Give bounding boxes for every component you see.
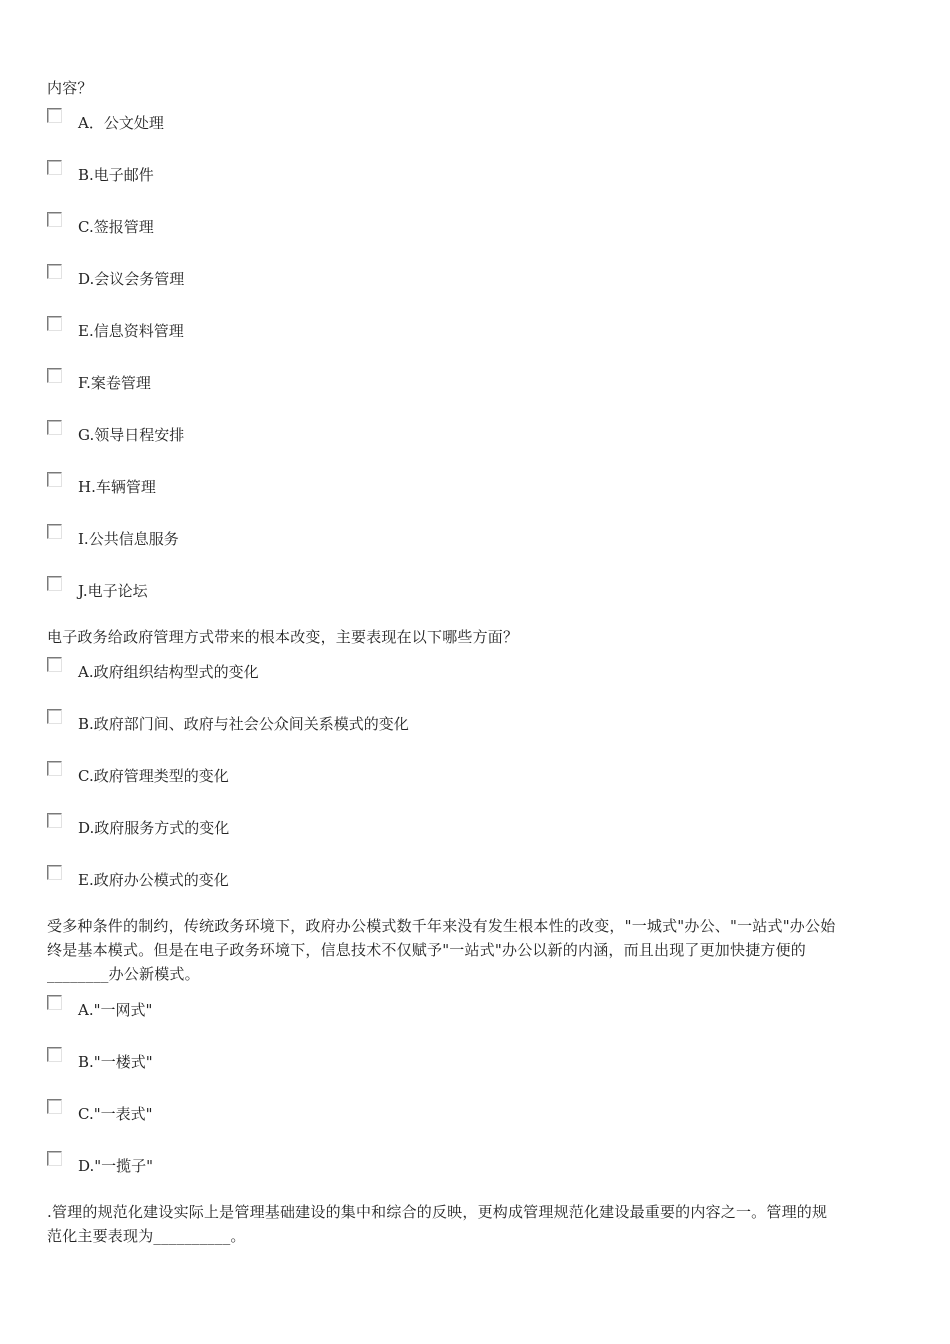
checkbox[interactable]: [47, 316, 62, 331]
question-1-option-g[interactable]: [47, 420, 747, 460]
option-label: D.会议会务管理: [78, 270, 185, 288]
question-1-text: 内容？: [47, 79, 93, 97]
option-label: C.政府管理类型的变化: [78, 767, 229, 785]
option-label: F.案卷管理: [78, 374, 151, 392]
option-label: J.电子论坛: [78, 582, 148, 600]
checkbox[interactable]: [47, 1151, 62, 1166]
question-4-text: .管理的规范化建设实际上是管理基础建设的集中和综合的反映，更构成管理规范化建设最重要的内容之一。管理的规范化主要表现为__________。: [47, 1203, 828, 1245]
option-label: A．公文处理: [78, 114, 164, 132]
checkbox[interactable]: [47, 813, 62, 828]
question-1-option-c[interactable]: [47, 212, 747, 252]
question-1-option-h[interactable]: [47, 472, 747, 512]
option-label: G.领导日程安排: [78, 426, 185, 444]
question-3-option-a[interactable]: [47, 995, 747, 1035]
option-label: D.政府服务方式的变化: [78, 819, 230, 837]
question-2-option-a[interactable]: [47, 657, 747, 697]
checkbox[interactable]: [47, 865, 62, 880]
checkbox[interactable]: [47, 212, 62, 227]
option-label: C."一表式": [78, 1105, 153, 1123]
option-label: E.政府办公模式的变化: [78, 871, 229, 889]
option-label: B.电子邮件: [78, 166, 154, 184]
question-3-option-d[interactable]: [47, 1151, 747, 1191]
option-label: A."一网式": [78, 1001, 153, 1019]
question-1-option-e[interactable]: [47, 316, 747, 356]
option-label: E.信息资料管理: [78, 322, 184, 340]
checkbox[interactable]: [47, 761, 62, 776]
question-1-option-j[interactable]: [47, 576, 747, 616]
option-label: D."一揽子": [78, 1157, 154, 1175]
question-2-option-d[interactable]: [47, 813, 747, 853]
checkbox[interactable]: [47, 368, 62, 383]
question-1-option-f[interactable]: [47, 368, 747, 408]
question-2-option-b[interactable]: [47, 709, 747, 749]
question-1-option-b[interactable]: [47, 160, 747, 200]
checkbox[interactable]: [47, 420, 62, 435]
question-2-option-e[interactable]: [47, 865, 747, 905]
question-2-option-c[interactable]: [47, 761, 747, 801]
question-2-text: 电子政务给政府管理方式带来的根本改变，主要表现在以下哪些方面？: [47, 628, 519, 646]
option-label: I.公共信息服务: [78, 530, 179, 548]
option-label: H.车辆管理: [78, 478, 156, 496]
question-1-option-d[interactable]: [47, 264, 747, 304]
checkbox[interactable]: [47, 1047, 62, 1062]
checkbox[interactable]: [47, 709, 62, 724]
question-3-option-c[interactable]: [47, 1099, 747, 1139]
option-label: A.政府组织结构型式的变化: [78, 663, 259, 681]
option-label: B.政府部门间、政府与社会公众间关系模式的变化: [78, 715, 409, 733]
checkbox[interactable]: [47, 995, 62, 1010]
checkbox[interactable]: [47, 160, 62, 175]
question-3-text: 受多种条件的制约，传统政务环境下，政府办公模式数千年来没有发生根本性的改变，"一城式"办公、"一站式"办公始终是基本模式。但是在电子政务环境下，信息技术不仅赋予"一站式"办公以新的内涵，而且出现了更加快捷方便的________办公新模式。: [47, 917, 836, 983]
checkbox[interactable]: [47, 108, 62, 123]
question-1-option-i[interactable]: [47, 524, 747, 564]
checkbox[interactable]: [47, 524, 62, 539]
question-1-option-a[interactable]: [47, 108, 747, 148]
checkbox[interactable]: [47, 472, 62, 487]
checkbox[interactable]: [47, 657, 62, 672]
checkbox[interactable]: [47, 1099, 62, 1114]
checkbox[interactable]: [47, 576, 62, 591]
checkbox[interactable]: [47, 264, 62, 279]
question-3-option-b[interactable]: [47, 1047, 747, 1087]
option-label: B."一楼式": [78, 1053, 153, 1071]
option-label: C.签报管理: [78, 218, 154, 236]
